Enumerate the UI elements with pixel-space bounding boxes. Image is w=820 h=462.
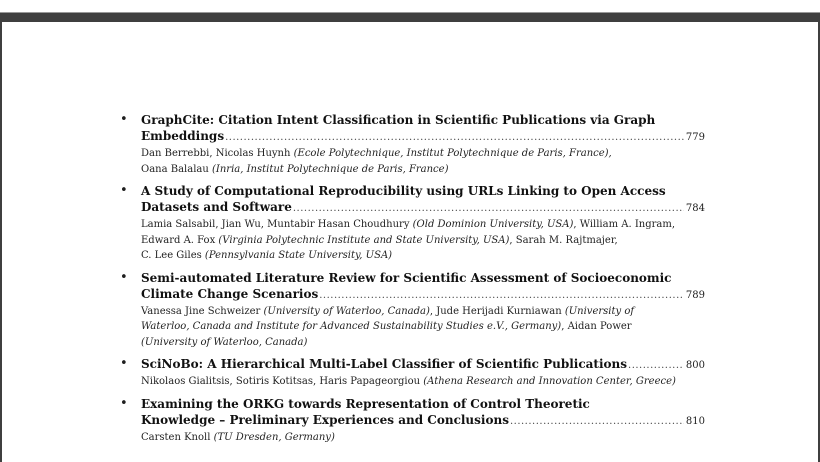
entry-authors	[141, 430, 705, 446]
toc-list	[120, 112, 705, 445]
toc-entry[interactable]	[120, 396, 705, 446]
authors-line	[141, 319, 705, 335]
toc-entry[interactable]	[120, 356, 705, 390]
entry-title[interactable]	[141, 112, 705, 146]
affiliation: (University of Waterloo, Canada)	[141, 336, 308, 348]
author-names: Dan Berrebbi, Nicolas Huynh	[141, 148, 294, 159]
page-number[interactable]: 800	[685, 360, 705, 371]
authors-line	[141, 146, 705, 162]
document-page[interactable]	[2, 22, 818, 462]
entry-authors	[141, 304, 705, 351]
authors-line	[141, 162, 705, 178]
bullet-icon: •	[120, 356, 128, 371]
entry-title[interactable]	[141, 183, 705, 217]
affiliation: (University of Waterloo, Canada)	[263, 305, 430, 317]
toc-entry[interactable]	[120, 183, 705, 264]
author-names: , Jude Herijadi Kurniawan	[429, 305, 565, 317]
author-names: Nikolaos Gialitsis, Sotiris Kotitsas, Haris Papageorgiou	[141, 376, 424, 387]
affiliation: (TU Dresden, Germany)	[213, 431, 335, 443]
dot-leader	[510, 414, 684, 430]
author-names: Carsten Knoll	[141, 431, 214, 443]
toc-entry[interactable]	[120, 270, 705, 351]
entry-title-line: A Study of Computational Reproducibility using URLs Linking to Open Access	[141, 184, 666, 198]
toc-entry[interactable]	[120, 112, 705, 177]
entry-title-line: Semi-automated Literature Review for Scientific Assessment of Socioeconomic	[141, 270, 672, 285]
affiliation: (Ecole Polytechnique, Institut Polytechnique de Paris, France),	[293, 148, 612, 159]
authors-line	[141, 248, 705, 264]
bullet-icon: •	[120, 395, 128, 411]
authors-line	[141, 374, 705, 390]
author-names: C. Lee Giles	[141, 250, 205, 261]
bullet-icon: •	[120, 112, 128, 127]
entry-title-line: Embeddings	[141, 129, 225, 143]
author-names: Vanessa Jine Schweizer	[141, 305, 264, 317]
author-names: , William A. Ingram,	[573, 219, 676, 230]
author-names: Oana Balalau	[141, 163, 212, 175]
dot-leader	[628, 358, 684, 374]
affiliation: (Athena Research and Innovation Center, Greece)	[423, 376, 676, 387]
page-number[interactable]: 779	[685, 132, 705, 143]
entry-title-line: Examining the ORKG towards Representation of Control Theoretic	[141, 396, 590, 411]
entry-title-line: SciNoBo: A Hierarchical Multi-Label Classifier of Scientific Publications	[141, 357, 628, 371]
page-number[interactable]: 789	[685, 289, 705, 301]
affiliation: (Inria, Institut Polytechnique de Paris, France)	[212, 163, 449, 175]
dot-leader	[225, 130, 684, 146]
dot-leader	[319, 288, 684, 304]
author-names: , Aidan Power	[561, 321, 632, 332]
author-names: Lamia Salsabil, Jian Wu, Muntabir Hasan Choudhury	[141, 219, 413, 230]
entry-title[interactable]	[141, 396, 705, 430]
authors-line	[141, 335, 705, 351]
authors-line	[141, 304, 705, 320]
affiliation: (Pennsylvania State University, USA)	[204, 250, 393, 261]
entry-title-line: Climate Change Scenarios	[141, 286, 319, 301]
authors-line	[141, 233, 705, 249]
entry-authors	[141, 374, 705, 390]
authors-line	[141, 217, 705, 233]
dot-leader	[293, 201, 684, 217]
affiliation: (University of	[564, 305, 635, 317]
entry-authors	[141, 217, 705, 264]
bullet-icon: •	[120, 269, 128, 285]
entry-title[interactable]	[141, 356, 705, 374]
entry-title[interactable]	[141, 270, 705, 304]
entry-title-line: GraphCite: Citation Intent Classification in Scientific Publications via Graph	[141, 113, 656, 127]
affiliation: (Virginia Polytechnic Institute and State University, USA)	[218, 234, 510, 246]
entry-title-line: Knowledge – Preliminary Experiences and Conclusions	[141, 412, 509, 427]
page-number[interactable]: 810	[685, 415, 705, 427]
previous-page-edge	[0, 0, 820, 13]
author-names: , Sarah M. Rajtmajer,	[509, 234, 618, 246]
authors-line	[141, 430, 705, 446]
entry-authors	[141, 146, 705, 177]
author-names: Edward A. Fox	[141, 234, 219, 246]
entry-title-line: Datasets and Software	[141, 200, 292, 214]
affiliation: Waterloo, Canada and Institute for Advanced Sustainability Studies e.V., Germany)	[141, 321, 562, 332]
affiliation: (Old Dominion University, USA)	[412, 219, 574, 230]
page-number[interactable]: 784	[685, 203, 705, 214]
bullet-icon: •	[120, 183, 128, 198]
